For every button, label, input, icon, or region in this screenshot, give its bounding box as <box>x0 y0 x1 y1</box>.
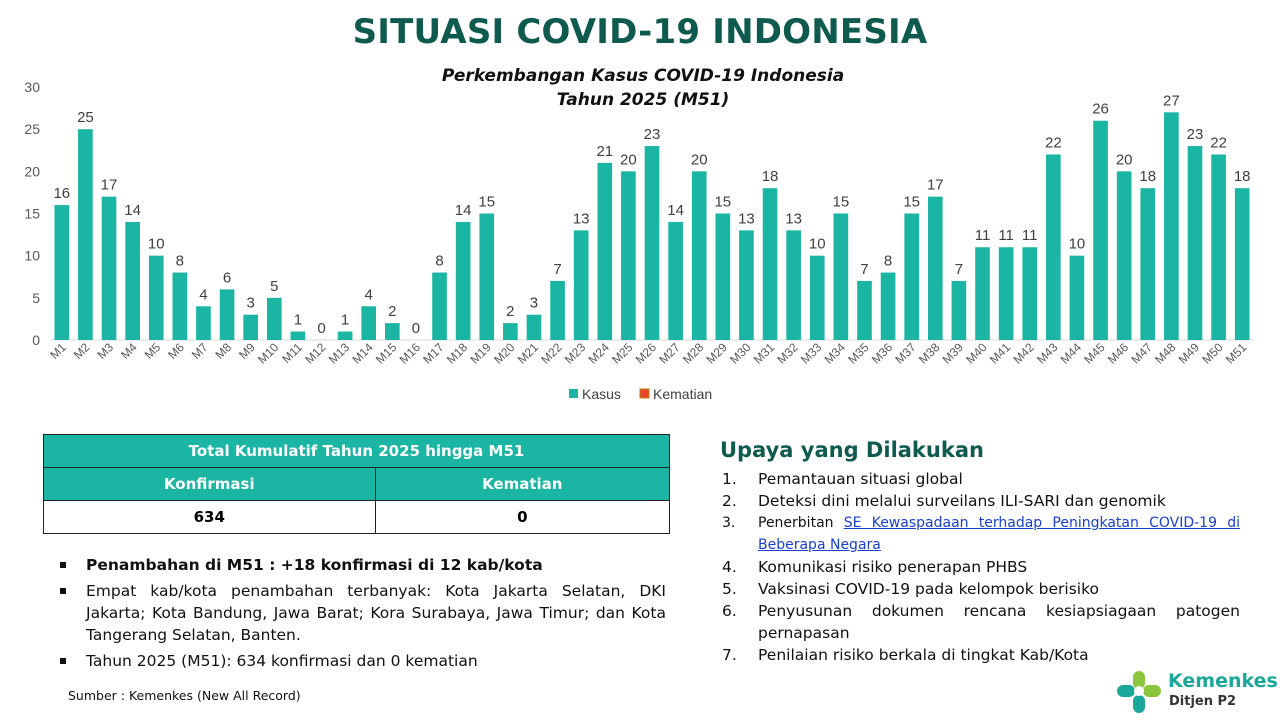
x-tick-label: M22 <box>538 340 565 367</box>
x-tick-label: M16 <box>396 340 424 367</box>
x-tick-label: M46 <box>1104 340 1132 367</box>
data-label: 11 <box>974 227 991 245</box>
x-tick-label: M35 <box>845 340 872 367</box>
upaya-num: 2. <box>722 492 737 510</box>
x-tick-label: M6 <box>165 340 187 362</box>
bar <box>432 273 447 340</box>
value-kematian: 0 <box>375 501 669 534</box>
upaya-num: 4. <box>722 558 737 576</box>
summary-header: Total Kumulatif Tahun 2025 hingga M51 <box>44 435 670 468</box>
x-tick-label: M40 <box>963 340 990 367</box>
bar <box>125 222 140 340</box>
bar <box>361 306 376 340</box>
upaya-item <box>722 644 1240 666</box>
y-tick-label: 5 <box>32 289 40 306</box>
upaya-text: Deteksi dini melalui surveilans ILI-SARI dan genomik <box>758 492 1166 510</box>
data-label: 10 <box>1068 235 1086 253</box>
bar <box>621 171 636 340</box>
data-label: 2 <box>388 303 397 321</box>
data-label: 16 <box>53 185 71 203</box>
x-tick-label: M39 <box>939 340 967 367</box>
x-tick-label: M24 <box>585 340 612 367</box>
x-tick-label: M47 <box>1128 340 1155 367</box>
data-label: 22 <box>1044 134 1062 152</box>
x-tick-label: M43 <box>1034 340 1061 367</box>
bar <box>975 247 990 340</box>
x-tick-label: M36 <box>868 340 896 367</box>
bar <box>338 332 353 340</box>
bar <box>716 214 731 341</box>
data-label: 26 <box>1092 100 1109 118</box>
y-tick-label: 20 <box>24 163 40 180</box>
logo-sub: Ditjen P2 <box>1169 694 1237 709</box>
bar <box>173 273 188 340</box>
x-tick-label: M12 <box>302 340 329 367</box>
data-label: 20 <box>1115 151 1133 169</box>
x-tick-label: M1 <box>47 340 69 362</box>
bar <box>645 146 660 340</box>
x-tick-label: M25 <box>609 340 636 367</box>
col-konfirmasi: Konfirmasi <box>44 468 376 501</box>
notes-list <box>58 554 666 676</box>
y-tick-label: 0 <box>32 332 40 348</box>
bar <box>1022 247 1037 340</box>
x-tick-label: M20 <box>491 340 518 367</box>
data-label: 27 <box>1163 92 1180 110</box>
data-label: 14 <box>124 201 141 219</box>
bar <box>1164 112 1179 340</box>
bar <box>196 306 211 340</box>
data-label: 13 <box>785 210 802 228</box>
bar <box>102 197 117 340</box>
data-label: 0 <box>411 320 421 337</box>
data-label: 20 <box>690 151 708 169</box>
y-tick-label: 30 <box>24 79 40 95</box>
x-tick-label: M18 <box>443 340 471 367</box>
x-tick-label: M42 <box>1010 340 1037 367</box>
summary-table <box>43 434 670 534</box>
x-tick-label: M33 <box>797 340 825 367</box>
upaya-item <box>722 490 1240 512</box>
bar <box>786 230 801 340</box>
bar <box>692 171 707 340</box>
data-label: 0 <box>317 320 326 337</box>
bar <box>1140 188 1155 340</box>
data-label: 13 <box>572 210 590 228</box>
data-label: 8 <box>883 252 893 270</box>
data-label: 6 <box>222 269 232 287</box>
x-tick-label: M45 <box>1081 340 1108 367</box>
data-label: 23 <box>643 126 661 144</box>
upaya-text: Komunikasi risiko penerapan PHBS <box>758 558 1028 576</box>
x-tick-label: M48 <box>1152 340 1179 367</box>
upaya-list <box>722 468 1240 666</box>
data-label: 13 <box>738 210 755 228</box>
x-tick-label: M37 <box>892 340 919 367</box>
bar <box>834 214 849 341</box>
chart-title: Perkembangan Kasus COVID-19 Indonesia <box>441 66 845 86</box>
bar <box>149 256 164 340</box>
bar <box>763 188 778 340</box>
bar <box>857 281 872 340</box>
data-label: 5 <box>270 277 279 295</box>
legend-swatch <box>569 389 578 398</box>
x-tick-label: M34 <box>821 340 848 367</box>
bar <box>574 230 589 340</box>
data-label: 17 <box>100 176 118 194</box>
upaya-num: 7. <box>722 646 737 664</box>
data-label: 1 <box>340 311 350 329</box>
bar <box>739 230 754 340</box>
upaya-text: Penerbitan <box>758 515 844 531</box>
upaya-text: Penilaian risiko berkala di tingkat Kab/Kota <box>758 646 1089 664</box>
data-label: 15 <box>903 193 921 211</box>
data-label: 14 <box>667 201 684 219</box>
data-label: 22 <box>1210 134 1227 152</box>
legend-label: Kasus <box>582 386 621 402</box>
upaya-title: Upaya yang Dilakukan <box>720 438 984 462</box>
data-label: 15 <box>478 193 496 211</box>
x-tick-label: M7 <box>188 340 211 362</box>
x-tick-label: M19 <box>467 340 494 367</box>
x-tick-label: M49 <box>1175 340 1203 367</box>
bar <box>550 281 565 340</box>
note-item: Penambahan di M51 : +18 konfirmasi di 12 kab/kota <box>58 554 666 576</box>
data-label: 18 <box>1139 168 1157 186</box>
x-tick-label: M41 <box>986 340 1014 367</box>
x-tick-label: M13 <box>325 340 353 367</box>
data-label: 3 <box>529 294 539 312</box>
data-label: 8 <box>175 252 185 270</box>
upaya-num: 6. <box>722 602 737 620</box>
data-label: 4 <box>364 286 373 304</box>
bar <box>54 205 69 340</box>
data-label: 3 <box>246 294 255 312</box>
x-tick-label: M11 <box>279 340 306 366</box>
x-tick-label: M10 <box>254 340 282 367</box>
x-tick-label: M2 <box>70 340 93 362</box>
kemenkes-logo <box>1116 668 1278 716</box>
y-tick-label: 25 <box>24 121 40 138</box>
data-label: 25 <box>77 109 94 127</box>
x-tick-label: M5 <box>141 340 164 362</box>
bar <box>78 129 93 340</box>
bar <box>1235 188 1250 340</box>
bar <box>597 163 612 340</box>
note-item: Empat kab/kota penambahan terbanyak: Kota Jakarta Selatan, DKI Jakarta; Kota Bandung, Jawa Barat; Kora Surabaya, Jawa Timur; dan Kota Tangerang Selatan, Banten. <box>58 580 666 646</box>
bar <box>881 273 896 340</box>
upaya-item <box>722 512 1240 556</box>
x-tick-label: M21 <box>514 340 542 367</box>
data-label: 11 <box>1021 227 1038 245</box>
x-tick-label: M8 <box>212 340 235 362</box>
bar-chart <box>0 60 1280 420</box>
x-tick-label: M9 <box>236 340 258 362</box>
upaya-item <box>722 600 1240 644</box>
upaya-item <box>722 468 1240 490</box>
x-tick-label: M26 <box>632 340 660 367</box>
data-label: 14 <box>454 201 472 219</box>
bar <box>456 222 471 340</box>
data-label: 11 <box>998 227 1014 245</box>
y-tick-label: 15 <box>24 205 40 222</box>
x-tick-label: M44 <box>1057 340 1085 367</box>
data-label: 23 <box>1186 126 1204 144</box>
chart-subtitle: Tahun 2025 (M51) <box>556 90 730 110</box>
value-konfirmasi: 634 <box>44 501 376 534</box>
x-tick-label: M50 <box>1199 340 1226 367</box>
upaya-text: Vaksinasi COVID-19 pada kelompok berisiko <box>758 580 1100 598</box>
note-item: Tahun 2025 (M51): 634 konfirmasi dan 0 kematian <box>58 650 666 672</box>
bar <box>810 256 825 340</box>
bar <box>1093 121 1108 340</box>
data-label: 21 <box>596 142 614 160</box>
x-tick-label: M4 <box>118 340 140 362</box>
x-tick-label: M31 <box>750 340 778 367</box>
bar <box>479 214 494 341</box>
upaya-item <box>722 556 1240 578</box>
upaya-item <box>722 578 1240 600</box>
upaya-num: 3. <box>722 515 736 531</box>
x-tick-label: M51 <box>1222 340 1250 367</box>
bar <box>904 214 919 341</box>
bar <box>1070 256 1085 340</box>
data-label: 8 <box>435 252 444 270</box>
chart-bars <box>47 92 1250 366</box>
data-label: 18 <box>761 168 779 186</box>
upaya-num: 5. <box>722 580 737 598</box>
data-label: 15 <box>832 193 850 211</box>
x-tick-label: M17 <box>420 340 447 367</box>
chart-legend <box>569 386 712 402</box>
bar <box>928 197 943 340</box>
bar <box>267 298 282 340</box>
x-tick-label: M14 <box>349 340 376 367</box>
logo-brand: Kemenkes <box>1168 670 1278 692</box>
x-tick-label: M27 <box>656 340 683 367</box>
data-label: 7 <box>860 260 869 278</box>
x-tick-label: M30 <box>727 340 754 367</box>
bar <box>385 323 400 340</box>
y-tick-label: 10 <box>24 247 40 264</box>
page-title: SITUASI COVID-19 INDONESIA <box>352 12 928 52</box>
bar <box>243 315 258 340</box>
bar <box>503 323 518 340</box>
x-tick-label: M15 <box>373 340 400 367</box>
se-kewaspadaan-link[interactable]: SE Kewaspadaan terhadap Peningkatan COVID-19 di Beberapa Negara <box>758 515 1240 553</box>
data-label: 10 <box>808 235 826 253</box>
upaya-num: 1. <box>722 470 737 488</box>
data-label: 4 <box>199 286 208 304</box>
data-label: 17 <box>926 176 944 194</box>
data-label: 2 <box>506 303 515 321</box>
data-label: 7 <box>553 260 562 278</box>
bar <box>527 315 542 340</box>
data-label: 15 <box>714 193 732 211</box>
bar <box>1211 154 1226 340</box>
x-tick-label: M29 <box>703 340 730 367</box>
source-text: Sumber : Kemenkes (New All Record) <box>68 688 301 703</box>
x-tick-label: M38 <box>916 340 943 367</box>
upaya-text: Pemantauan situasi global <box>758 470 963 488</box>
bar <box>220 289 235 340</box>
bar <box>668 222 683 340</box>
data-label: 10 <box>147 235 165 253</box>
bar <box>1188 146 1203 340</box>
bar <box>291 332 306 340</box>
kemenkes-cross-icon <box>1116 668 1164 716</box>
legend-label: Kematian <box>653 386 713 402</box>
data-label: 18 <box>1233 168 1251 186</box>
x-tick-label: M32 <box>774 340 801 367</box>
upaya-text: Penyusunan dokumen rencana kesiapsiagaan patogen pernapasan <box>758 602 1240 642</box>
x-tick-label: M28 <box>679 340 707 367</box>
bar <box>999 247 1014 340</box>
bar <box>1117 171 1132 340</box>
x-tick-label: M3 <box>94 340 117 362</box>
data-label: 7 <box>954 260 964 278</box>
bar <box>952 281 967 340</box>
data-label: 20 <box>620 151 637 169</box>
x-tick-label: M23 <box>561 340 589 367</box>
legend-swatch <box>640 389 649 398</box>
bar <box>1046 154 1061 340</box>
data-label: 1 <box>293 311 303 329</box>
col-kematian: Kematian <box>375 468 669 501</box>
